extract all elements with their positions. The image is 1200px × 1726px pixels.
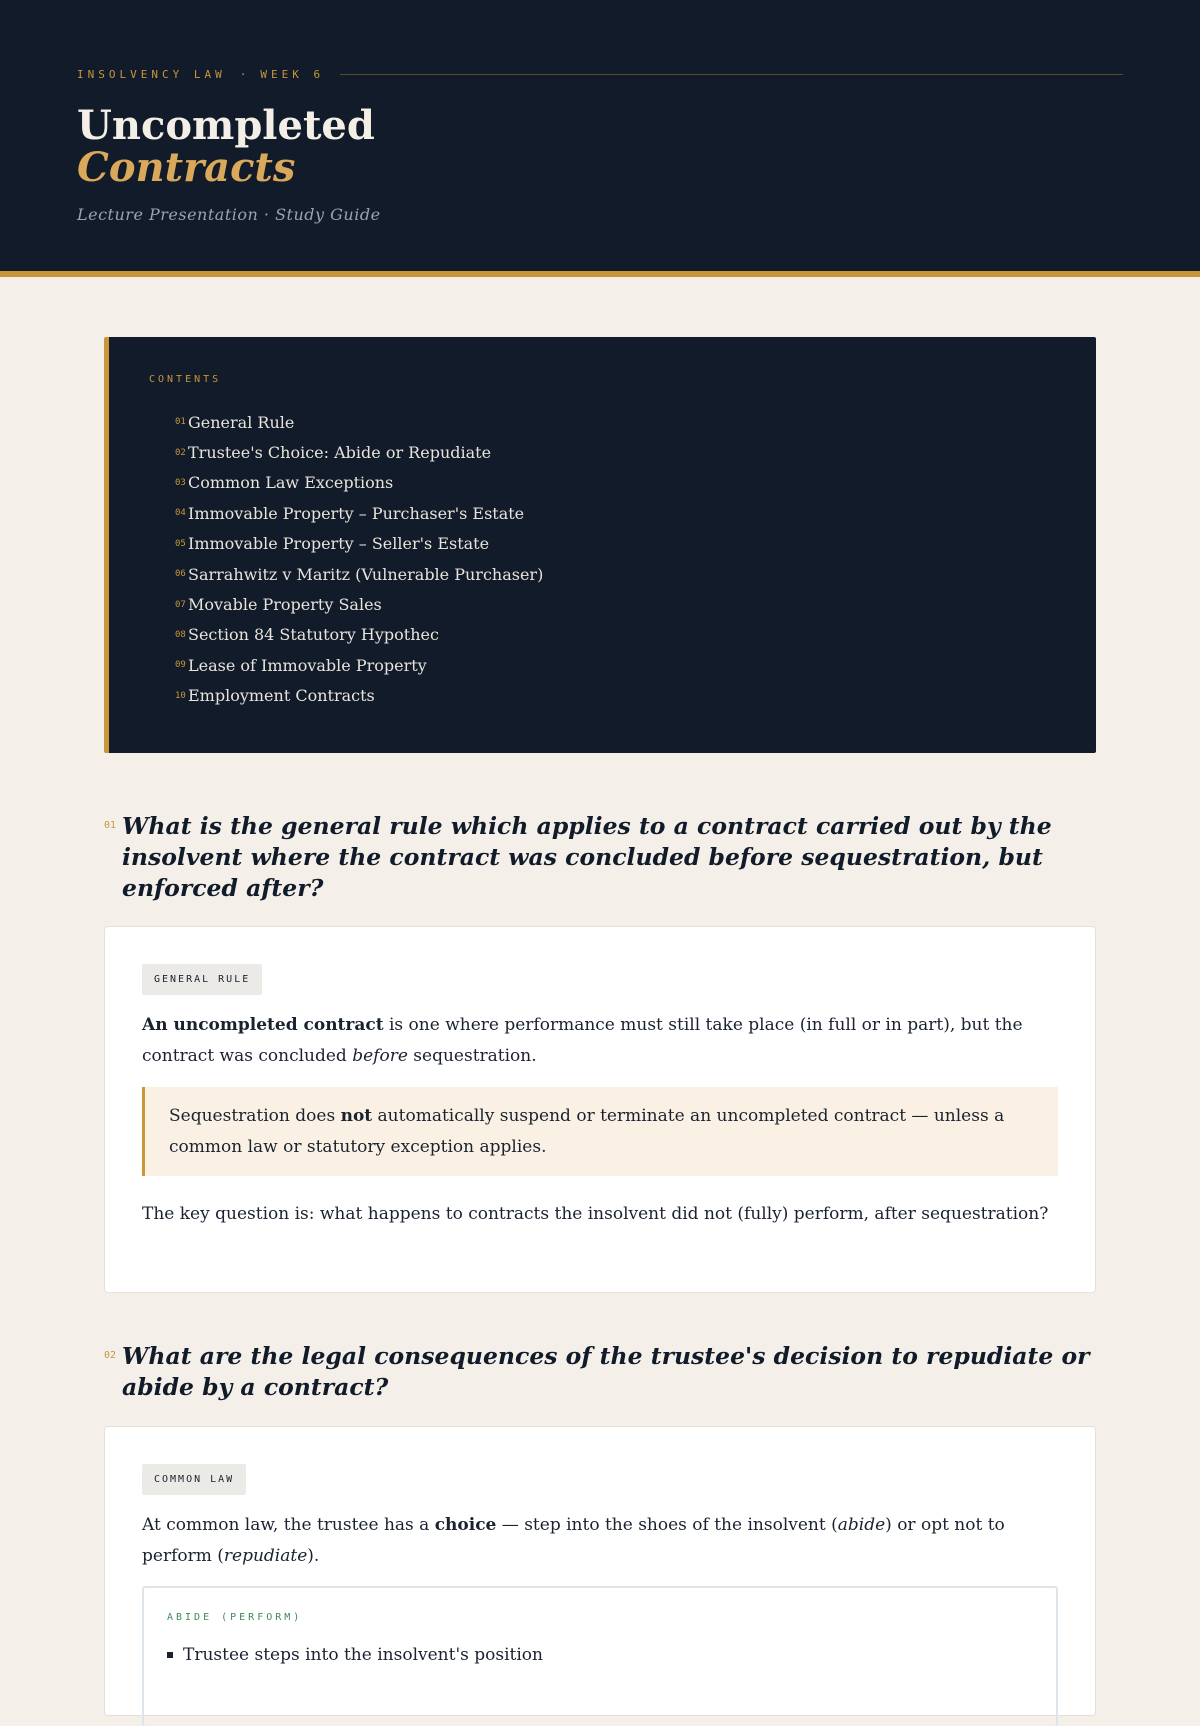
week-label: WEEK 6 [260,68,325,81]
toc-item[interactable] [175,559,543,589]
toc-item-label: Section 84 Statutory Hypothec [188,625,439,645]
toc-label: CONTENTS [149,374,222,385]
question-text: What are the legal consequences of the trustee's decision to repudiate or abide by a contract? [122,1342,1090,1401]
toc-list [175,407,543,711]
toc-item[interactable] [175,650,543,680]
toc-item-number: 07 [175,599,186,610]
kicker-separator: · [239,68,247,81]
text-run: sequestration. [407,1045,537,1066]
answer-paragraph [142,1010,1058,1071]
answer-card-1 [104,926,1096,1293]
text-run: At common law, the trustee has a [142,1515,435,1535]
toc-item-label: Sarrahwitz v Maritz (Vulnerable Purchaser) [188,564,544,584]
bold-term: not [340,1106,373,1126]
toc-item[interactable] [175,681,543,711]
toc-item[interactable] [175,437,543,467]
emphasis: abide [837,1515,886,1535]
question-number: 02 [104,1350,117,1361]
toc-item-number: 02 [175,447,186,458]
abide-list [167,1640,543,1670]
page-title-line2: Contracts [77,144,296,191]
question-2-heading [104,1341,1096,1403]
emphasis: before [352,1045,408,1066]
question-1-heading [104,811,1096,904]
question-text: What is the general rule which applies to a contract carried out by the insolvent where the contract was concluded before sequestration, but enforced after? [122,812,1052,902]
callout-note [142,1087,1058,1176]
answer-paragraph: The key question is: what happens to contracts the insolvent did not (fully) perform, after sequestration? [142,1204,1049,1224]
toc-item-number: 01 [175,417,186,428]
section-tag: COMMON LAW [142,1464,246,1495]
toc-item[interactable] [175,589,543,619]
list-item [167,1640,543,1670]
toc-item[interactable] [175,468,543,498]
answer-card-2 [104,1426,1096,1716]
toc-item-number: 05 [175,538,186,549]
toc-item[interactable] [175,620,543,650]
text-run: ). [307,1545,320,1566]
question-number: 01 [104,820,117,831]
header-banner [0,0,1200,277]
toc-item-number: 10 [175,690,186,701]
toc-item-label: General Rule [188,412,295,432]
toc-item-label: Immovable Property – Purchaser's Estate [188,503,525,523]
toc-item-label: Employment Contracts [188,686,375,706]
toc-item-label: Lease of Immovable Property [188,655,427,675]
toc-item-label: Immovable Property – Seller's Estate [188,534,490,554]
text-run: Sequestration does [169,1106,341,1126]
toc-item-number: 04 [175,508,186,519]
table-of-contents [104,337,1096,753]
square-bullet-icon [167,1652,173,1658]
toc-item-number: 06 [175,569,186,580]
section-tag: GENERAL RULE [142,964,262,995]
toc-item-number: 09 [175,660,186,671]
toc-item-label: Trustee's Choice: Abide or Repudiate [188,443,492,463]
emphasis: repudiate [223,1545,308,1566]
text-run: automatically suspend or terminate an uncompleted contract — unless a common law or statutory exception applies. [169,1106,1005,1157]
page-subtitle: Lecture Presentation · Study Guide [77,205,381,224]
answer-paragraph [142,1510,1058,1571]
text-run: is one where performance must still take place (in full or in part), but the contract was concluded [142,1015,1023,1066]
abide-box [142,1586,1058,1726]
toc-item-number: 08 [175,629,186,640]
course-label: INSOLVENCY LAW [77,68,226,81]
toc-item[interactable] [175,529,543,559]
toc-item-label: Movable Property Sales [188,595,382,615]
toc-item[interactable] [175,407,543,437]
toc-item-number: 03 [175,477,186,488]
text-run: — step into the shoes of the insolvent ( [496,1515,838,1535]
text-run: ) or opt not to perform ( [142,1515,1005,1566]
course-kicker [77,68,1123,81]
bold-term: choice [434,1515,497,1535]
abide-label: ABIDE (PERFORM) [167,1612,303,1623]
page-title-line1: Uncompleted [77,102,375,149]
toc-item[interactable] [175,498,543,528]
kicker-rule [340,74,1123,75]
bold-term: An uncompleted contract [142,1015,384,1035]
list-item-text: Trustee steps into the insolvent's position [183,1645,543,1665]
toc-item-label: Common Law Exceptions [188,473,394,493]
